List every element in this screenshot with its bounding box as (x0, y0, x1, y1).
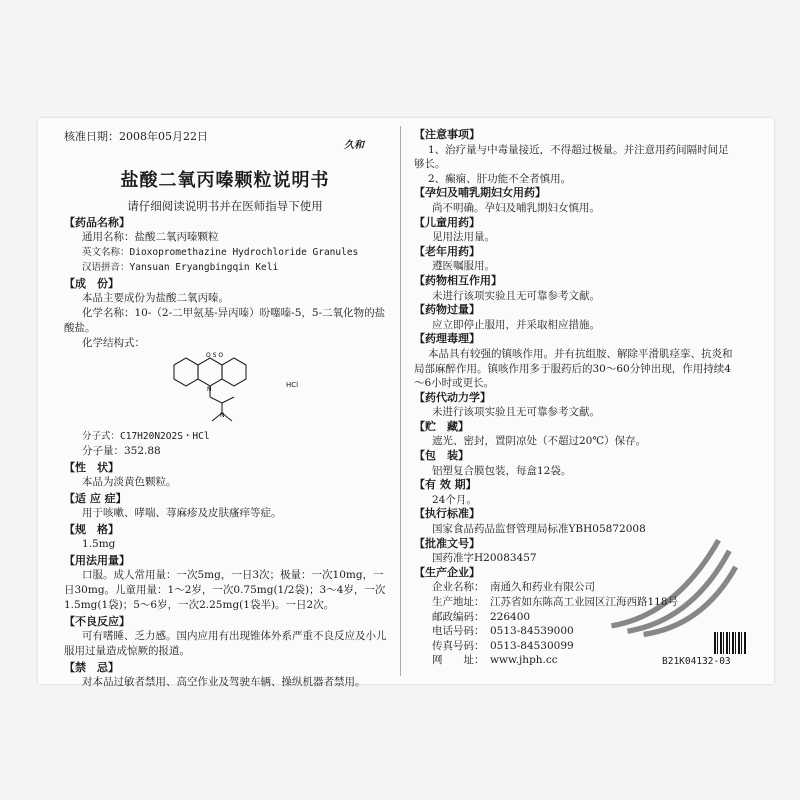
section-heading: 【药物相互作用】 (414, 273, 502, 287)
hcl-label: HCl (286, 381, 299, 389)
package: 铝塑复合膜包装，每盒12袋。 (432, 464, 572, 477)
elderly: 遵医嘱服用。 (432, 260, 495, 273)
manufacturer-zip: 邮政编码： 226400 (432, 610, 531, 623)
section-heading: 【批准文号】 (414, 536, 480, 550)
manufacturer-website: 网 址： www.jhph.cc (432, 654, 558, 667)
interactions: 未进行该项实验且无可靠参考文献。 (432, 289, 600, 302)
pharmacology: 本品具有较强的镇咳作用。并有抗组胺、解除平滑肌痉挛、抗炎和局部麻醉作用。镇咳作用多于服药后的30～60分钟出现，作用持续4～6小时或更长。 (414, 347, 733, 390)
print-code: B21K04132-03 (662, 656, 731, 667)
section-heading: 【药品名称】 (64, 216, 130, 229)
section-heading: 【不良反应】 (64, 615, 130, 628)
svg-text:N: N (220, 412, 225, 419)
section-heading: 【有 效 期】 (414, 478, 477, 492)
manufacturer-address: 生产地址： 江苏省如东陈高工业园区江海西路118号 (432, 596, 679, 608)
storage: 遮光、密封，置阴凉处（不超过20℃）保存。 (432, 435, 647, 448)
approval-date: 核准日期：2008年05月22日 (64, 130, 208, 143)
svg-text:N: N (207, 386, 212, 393)
approval-number: 国药准字H20083457 (432, 552, 537, 565)
manufacturer-name: 企业名称： 南通久和药业有限公司 (432, 581, 595, 594)
indications: 用于咳嗽、哮喘、荨麻疹及皮肤瘙痒等症。 (82, 507, 282, 519)
pregnancy: 尚不明确。孕妇及哺乳期妇女慎用。 (432, 201, 600, 214)
section-heading: 【儿童用药】 (414, 215, 480, 229)
composition-main: 本品主要成份为盐酸二氧丙嗪。 (82, 292, 229, 304)
section-heading: 【药物过量】 (414, 303, 480, 317)
manufacturer-phone: 电话号码： 0513-84539000 (432, 625, 574, 638)
section-heading: 【用法用量】 (64, 554, 130, 567)
standard: 国家食品药品监督管理局标准YBH05872008 (432, 523, 646, 536)
section-heading: 【生产企业】 (414, 565, 480, 579)
brand-logo-text: 久和 (344, 140, 364, 151)
pinyin-name: 汉语拼音：Yansuan Eryangbingqin Keli (82, 262, 279, 273)
column-divider (400, 126, 401, 676)
children: 见用法用量。 (432, 231, 495, 244)
section-heading: 【注意事项】 (414, 128, 480, 141)
section-heading: 【成 份】 (64, 277, 119, 290)
caution-2: 2、癫痫、肝功能不全者慎用。 (428, 172, 572, 185)
manufacturer-fax: 传真号码： 0513-84530099 (432, 639, 574, 652)
left-column (64, 214, 394, 690)
section-heading: 【贮 藏】 (414, 419, 469, 433)
pharmacokinetics: 未进行该项实验且无可靠参考文献。 (432, 406, 600, 419)
section-heading: 【性 状】 (64, 461, 119, 474)
company-logo-graphic (590, 528, 740, 638)
structure-diagram (154, 351, 284, 429)
molecular-formula: 分子式：C17H20N2O2S・HCl (82, 431, 210, 442)
contraindications: 对本品过敏者禁用、高空作业及驾驶车辆、操纵机器者禁用。 (82, 676, 366, 688)
section-heading: 【老年用药】 (414, 244, 480, 258)
usage-dosage: 口服。成人常用量：一次5mg，一日3次；极量：一次10mg，一日30mg。儿童用量：1～2岁，一次0.75mg(1/2袋)；3～4岁，一次1.5mg(1袋)；5～6岁，一次2.25mg(1袋半)。一日2次。 (64, 569, 386, 611)
section-heading: 【规 格】 (64, 523, 119, 536)
adverse-reactions: 可有嗜睡、乏力感。国内应用有出现锥体外系严重不良反应及小儿服用过量造成惊厥的报道。 (64, 630, 387, 657)
english-name: 英文名称：Dioxopromethazine Hydrochloride Granules (82, 247, 359, 258)
section-heading: 【药代动力学】 (414, 390, 491, 404)
overdose: 应立即停止服用，并采取相应措施。 (432, 318, 600, 331)
section-heading: 【孕妇及哺乳期妇女用药】 (414, 186, 546, 200)
chemical-structure (64, 351, 394, 429)
section-heading: 【执行标准】 (414, 507, 480, 521)
validity: 24个月。 (432, 493, 477, 506)
chemical-name: 化学名称：10-（2-二甲氨基-异丙嗪）吩噻嗪-5，5-二氧化物的盐酸盐。 (64, 307, 386, 334)
specification: 1.5mg (82, 538, 116, 550)
common-name: 通用名称：盐酸二氧丙嗪颗粒 (82, 231, 219, 243)
caution-1: 1、治疗量与中毒量接近，不得超过极量。并注意用药间隔时间足够长。 (414, 143, 729, 171)
subtitle: 请仔细阅读说明书并在医师指导下使用 (127, 199, 323, 213)
section-heading: 【包 装】 (414, 449, 469, 463)
svg-text:O S O: O S O (206, 352, 224, 359)
section-heading: 【禁 忌】 (64, 661, 119, 674)
section-heading: 【适 应 症】 (64, 492, 127, 505)
section-heading: 【药理毒理】 (414, 332, 480, 346)
document-title: 盐酸二氧丙嗪颗粒说明书 (120, 170, 330, 191)
structure-label: 化学结构式： (82, 337, 145, 349)
molecular-weight: 分子量：352.88 (82, 445, 161, 457)
characteristics: 本品为淡黄色颗粒。 (82, 476, 177, 488)
barcode-mark (714, 632, 746, 654)
